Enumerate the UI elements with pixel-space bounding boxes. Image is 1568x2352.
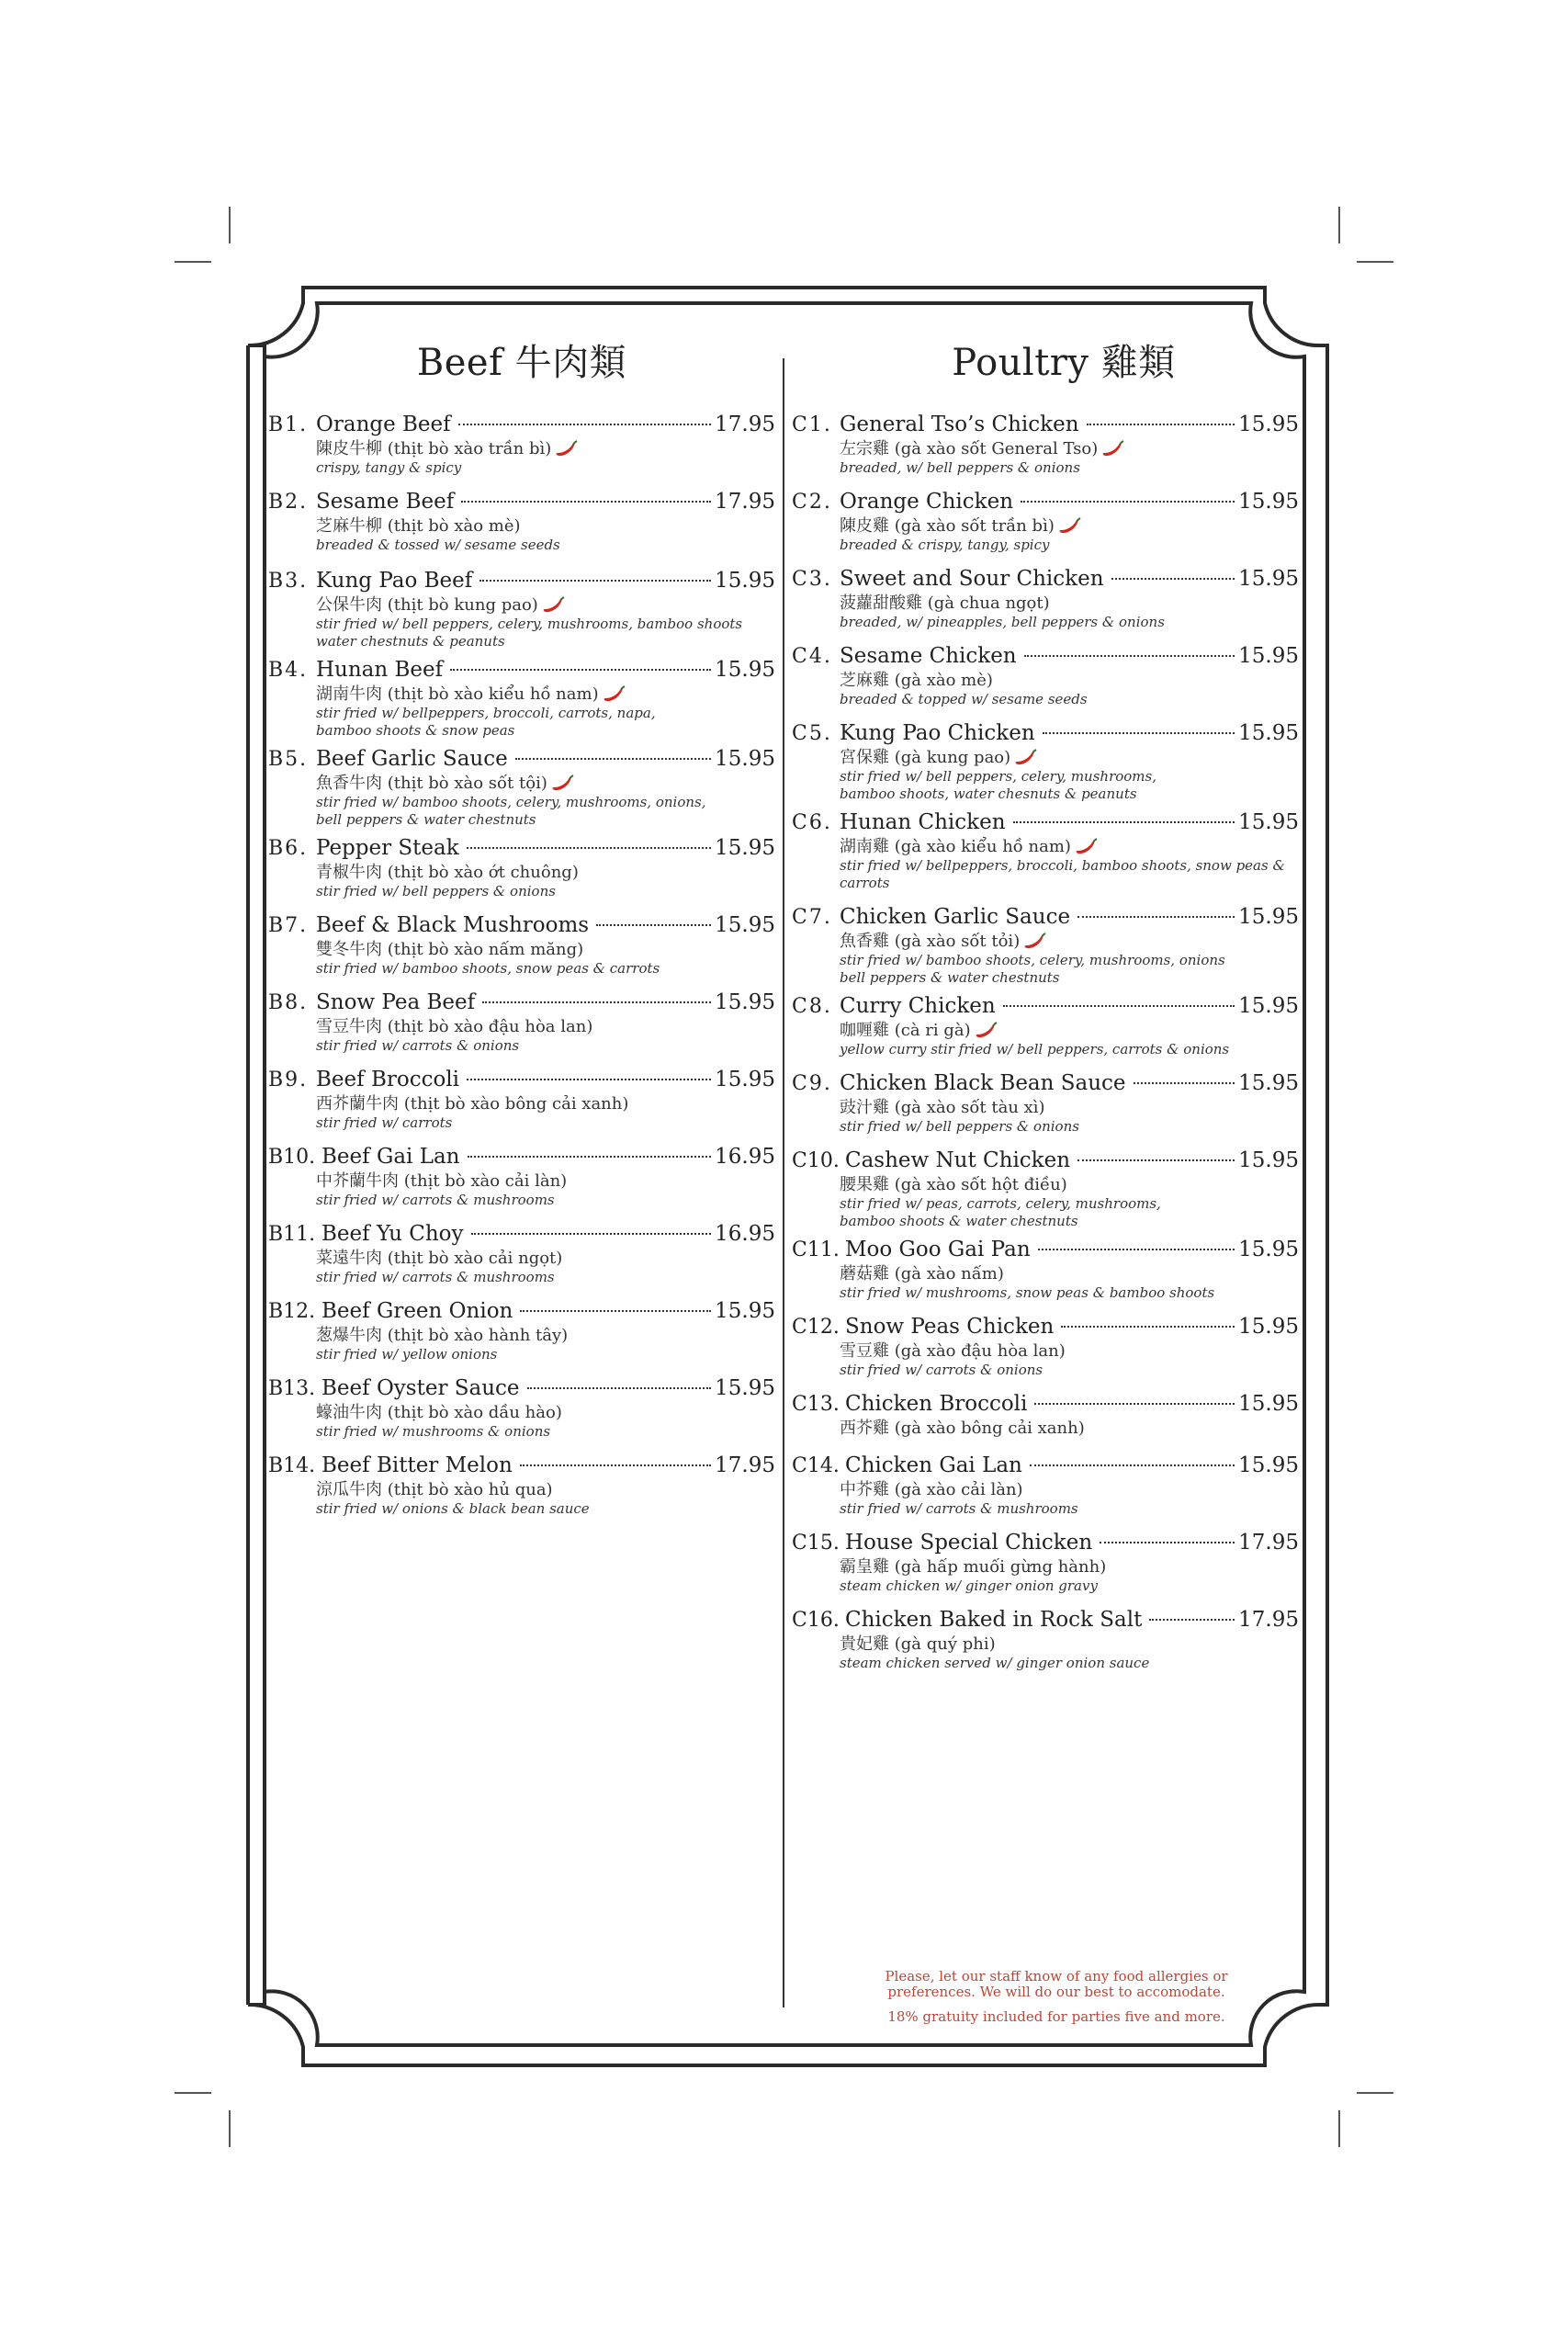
- item-name: Snow Peas Chicken: [845, 1315, 1055, 1339]
- item-translation-text: 菜遠牛肉 (thịt bò xào cải ngọt): [316, 1249, 563, 1268]
- chili-pepper-icon: [1058, 517, 1082, 536]
- item-translation-text: 蘑菇雞 (gà xào nấm): [840, 1264, 1004, 1283]
- menu-item-heading: [792, 1606, 1299, 1634]
- item-translation-text: 雙冬牛肉 (thịt bò xào nấm măng): [316, 940, 584, 959]
- column-divider: [783, 358, 784, 2007]
- item-price: 15.95: [715, 747, 775, 771]
- menu-item-heading: [792, 565, 1299, 594]
- item-translation: [840, 1419, 1299, 1439]
- item-translation-text: 西芥蘭牛肉 (thịt bò xào bông cải xanh): [316, 1094, 629, 1114]
- item-translation: [316, 1094, 775, 1114]
- item-code: B14.: [268, 1454, 316, 1477]
- dot-leader: [1061, 1326, 1235, 1328]
- menu-item: [268, 834, 775, 900]
- menu-item-heading: [792, 1313, 1299, 1341]
- menu-item: [792, 808, 1299, 892]
- item-translation: [840, 1175, 1299, 1195]
- menu-item-heading: [792, 488, 1299, 516]
- item-price: 16.95: [715, 1145, 775, 1169]
- item-description: steam chicken served w/ ginger onion sauce: [840, 1655, 1150, 1671]
- item-description: breaded & topped w/ sesame seeds: [840, 691, 1088, 707]
- menu-item: [268, 411, 775, 477]
- menu-item-heading: [268, 1374, 775, 1403]
- item-code: C5.: [792, 722, 832, 745]
- item-description: stir fried w/ bamboo shoots, celery, mushrooms, onions: [840, 952, 1225, 968]
- item-translation-text: 霸皇雞 (gà hấp muối gừng hành): [840, 1557, 1107, 1577]
- item-translation-text: 咖喱雞 (cà ri gà): [840, 1021, 971, 1040]
- item-price: 16.95: [715, 1222, 775, 1246]
- beef-item-list: [268, 411, 775, 1518]
- item-price: 15.95: [1238, 810, 1299, 834]
- item-price: 15.95: [715, 836, 775, 860]
- item-description: stir fried w/ carrots: [316, 1114, 453, 1131]
- item-translation: [840, 1557, 1299, 1577]
- item-translation: [316, 516, 775, 537]
- dot-leader: [1100, 1542, 1235, 1544]
- item-translation: [840, 1264, 1299, 1284]
- item-name: Chicken Black Bean Sauce: [840, 1071, 1126, 1095]
- item-translation: [840, 837, 1299, 857]
- item-name: Sesame Chicken: [840, 644, 1017, 668]
- item-price: 15.95: [1238, 1071, 1299, 1095]
- item-description: stir fried w/ carrots & mushrooms: [316, 1192, 555, 1208]
- item-name: Kung Pao Beef: [316, 569, 473, 593]
- item-description: bell peppers & water chestnuts: [316, 811, 536, 828]
- item-name: Beef Green Onion: [321, 1299, 513, 1323]
- item-name: Pepper Steak: [316, 836, 459, 860]
- dot-leader: [1034, 1403, 1235, 1405]
- dot-leader: [1134, 1082, 1235, 1084]
- item-code: C6.: [792, 811, 832, 834]
- dot-leader: [1024, 655, 1235, 657]
- item-translation: [316, 774, 775, 794]
- item-price: 17.95: [715, 490, 775, 514]
- item-translation: [316, 1326, 775, 1346]
- item-price: 15.95: [1238, 413, 1299, 436]
- item-description: bamboo shoots & snow peas: [316, 722, 515, 739]
- item-translation: [316, 595, 775, 616]
- item-translation-text: 中芥蘭牛肉 (thịt bò xào cải làn): [316, 1171, 568, 1191]
- menu-item: [792, 1529, 1299, 1595]
- item-translation-text: 芝麻雞 (gà xào mè): [840, 671, 993, 690]
- menu-item: [268, 656, 775, 740]
- item-translation-text: 陳皮牛柳 (thịt bò xào trần bì): [316, 439, 552, 458]
- item-name: Curry Chicken: [840, 994, 996, 1018]
- item-description: stir fried w/ carrots & onions: [840, 1362, 1043, 1378]
- item-code: B5.: [268, 748, 309, 771]
- item-translation: [840, 1341, 1299, 1362]
- item-code: C8.: [792, 995, 832, 1018]
- item-price: 15.95: [715, 1068, 775, 1091]
- menu-item-heading: [792, 1236, 1299, 1264]
- item-name: Beef Yu Choy: [321, 1222, 464, 1246]
- item-translation-text: 腰果雞 (gà xào sốt hột điều): [840, 1175, 1067, 1194]
- chili-pepper-icon: [1014, 749, 1038, 767]
- item-code: C16.: [792, 1609, 840, 1632]
- chili-pepper-icon: [1023, 933, 1047, 951]
- menu-item-heading: [792, 903, 1299, 932]
- item-code: B4.: [268, 659, 309, 682]
- menu-item: [792, 642, 1299, 708]
- item-translation: [316, 940, 775, 960]
- item-code: B6.: [268, 837, 309, 860]
- item-translation: [840, 1021, 1299, 1041]
- menu-item: [268, 1220, 775, 1286]
- item-description: stir fried w/ bell peppers, celery, mushrooms,: [840, 768, 1156, 785]
- dot-leader: [1030, 1464, 1235, 1466]
- item-translation-text: 葱爆牛肉 (thịt bò xào hành tây): [316, 1326, 569, 1345]
- item-code: C3.: [792, 568, 832, 591]
- item-translation-text: 貴妃雞 (gà quý phi): [840, 1634, 996, 1654]
- item-price: 15.95: [1238, 644, 1299, 668]
- item-price: 15.95: [715, 990, 775, 1014]
- item-description: breaded & tossed w/ sesame seeds: [316, 537, 560, 553]
- item-translation: [840, 439, 1299, 459]
- item-translation-text: 公保牛肉 (thịt bò kung pao): [316, 595, 538, 615]
- dot-leader: [515, 758, 711, 760]
- item-description: stir fried w/ carrots & mushrooms: [316, 1269, 555, 1285]
- item-code: B13.: [268, 1377, 316, 1400]
- dot-leader: [1003, 1005, 1235, 1007]
- item-translation: [840, 671, 1299, 691]
- menu-item-heading: [792, 1147, 1299, 1175]
- item-description: stir fried w/ mushrooms & onions: [316, 1423, 551, 1440]
- item-price: 17.95: [1238, 1608, 1299, 1632]
- item-translation: [316, 684, 775, 705]
- item-code: B12.: [268, 1300, 316, 1323]
- item-translation-text: 雪豆牛肉 (thịt bò xào đậu hòa lan): [316, 1017, 593, 1036]
- menu-item-heading: [268, 1143, 775, 1171]
- item-name: Beef Oyster Sauce: [321, 1376, 520, 1400]
- menu-item: [792, 488, 1299, 554]
- item-description: breaded & crispy, tangy, spicy: [840, 537, 1050, 553]
- chili-pepper-icon: [1075, 838, 1099, 856]
- item-description: bamboo shoots, water chesnuts & peanuts: [840, 786, 1137, 802]
- item-code: C15.: [792, 1532, 840, 1555]
- item-code: C12.: [792, 1316, 840, 1339]
- item-translation-text: 芝麻牛柳 (thịt bò xào mè): [316, 516, 521, 536]
- item-name: Chicken Gai Lan: [845, 1453, 1022, 1477]
- item-name: Sesame Beef: [316, 490, 455, 514]
- item-translation-text: 青椒牛肉 (thịt bò xào ớt chuông): [316, 863, 579, 882]
- menu-item-heading: [268, 745, 775, 774]
- item-name: Chicken Baked in Rock Salt: [845, 1608, 1143, 1632]
- item-translation-text: 涼瓜牛肉 (thịt bò xào hủ qua): [316, 1480, 553, 1499]
- item-translation-text: 宮保雞 (gà kung pao): [840, 748, 1011, 767]
- item-code: C11.: [792, 1238, 840, 1261]
- menu-item-heading: [268, 1066, 775, 1094]
- dot-leader: [471, 1233, 712, 1235]
- item-translation-text: 湖南雞 (gà xào kiểu hồ nam): [840, 837, 1071, 856]
- menu-item-heading: [792, 1390, 1299, 1419]
- item-code: B11.: [268, 1223, 316, 1246]
- gratuity-note: 18% gratuity included for parties five and more.: [887, 2008, 1225, 2025]
- dot-leader: [520, 1464, 711, 1466]
- item-description: stir fried w/ mushrooms, snow peas & bamboo shoots: [840, 1284, 1215, 1301]
- item-name: General Tso’s Chicken: [840, 413, 1079, 436]
- menu-item-heading: [792, 411, 1299, 439]
- menu-item-heading: [792, 992, 1299, 1021]
- item-translation: [840, 748, 1299, 768]
- item-code: C10.: [792, 1149, 840, 1172]
- item-price: 15.95: [1238, 1238, 1299, 1261]
- dot-leader: [1043, 732, 1235, 734]
- dot-leader: [527, 1387, 712, 1389]
- menu-item: [792, 1069, 1299, 1136]
- menu-item: [792, 903, 1299, 987]
- item-code: B2.: [268, 491, 309, 514]
- item-description: stir fried w/ bellpeppers, broccoli, carrots, napa,: [316, 705, 656, 721]
- dot-leader: [1077, 916, 1235, 918]
- menu-item: [792, 1313, 1299, 1379]
- chili-pepper-icon: [555, 440, 579, 458]
- menu-item-heading: [268, 411, 775, 439]
- item-price: 15.95: [1238, 490, 1299, 514]
- item-description: stir fried w/ bell peppers, celery, mushrooms, bamboo shoots: [316, 616, 743, 632]
- item-name: Cashew Nut Chicken: [845, 1148, 1071, 1172]
- item-code: B7.: [268, 914, 309, 937]
- item-description: bamboo shoots & water chestnuts: [840, 1213, 1078, 1229]
- menu-item: [792, 1236, 1299, 1302]
- item-description: stir fried w/ yellow onions: [316, 1346, 498, 1363]
- item-name: Beef Bitter Melon: [321, 1453, 513, 1477]
- item-translation: [316, 439, 775, 459]
- item-price: 15.95: [1238, 721, 1299, 745]
- item-code: C9.: [792, 1072, 832, 1095]
- item-code: B8.: [268, 991, 309, 1014]
- item-code: C14.: [792, 1454, 840, 1477]
- item-code: C1.: [792, 413, 832, 436]
- menu-item-heading: [268, 1220, 775, 1249]
- item-name: Sweet and Sour Chicken: [840, 567, 1104, 591]
- menu-item-heading: [792, 642, 1299, 671]
- item-translation: [840, 932, 1299, 952]
- item-description: stir fried w/ bell peppers & onions: [316, 883, 556, 899]
- menu-item: [268, 1066, 775, 1132]
- menu-item-heading: [268, 488, 775, 516]
- menu-item: [268, 745, 775, 829]
- menu-item-heading: [268, 567, 775, 595]
- item-description: water chestnuts & peanuts: [316, 633, 505, 650]
- item-translation: [840, 516, 1299, 537]
- poultry-section-title: Poultry 雞類: [952, 342, 1176, 384]
- menu-item: [268, 911, 775, 978]
- menu-item-heading: [268, 834, 775, 863]
- dot-leader: [467, 1079, 711, 1080]
- menu-item: [792, 1147, 1299, 1230]
- menu-item: [792, 1390, 1299, 1439]
- menu-item: [792, 1606, 1299, 1672]
- allergy-notes: [854, 1969, 1258, 2025]
- item-translation-text: 左宗雞 (gà xào sốt General Tso): [840, 439, 1099, 458]
- menu-item: [792, 565, 1299, 631]
- menu-item-heading: [792, 1069, 1299, 1098]
- item-translation: [840, 1480, 1299, 1500]
- beef-section-title: Beef 牛肉類: [416, 342, 627, 384]
- item-translation: [316, 1171, 775, 1192]
- allergy-note-line-1: Please, let our staff know of any food allergies or: [885, 1968, 1228, 1984]
- item-translation: [316, 863, 775, 883]
- item-translation-text: 雪豆雞 (gà xào đậu hòa lan): [840, 1341, 1066, 1361]
- item-description: breaded, w/ pineapples, bell peppers & onions: [840, 614, 1165, 630]
- poultry-item-list: [792, 411, 1299, 1672]
- item-code: C13.: [792, 1393, 840, 1416]
- item-name: Chicken Garlic Sauce: [840, 905, 1071, 929]
- item-description: stir fried w/ onions & black bean sauce: [316, 1500, 590, 1517]
- item-price: 15.95: [1238, 1453, 1299, 1477]
- dot-leader: [1149, 1619, 1235, 1621]
- item-description: stir fried w/ bamboo shoots, celery, mushrooms, onions,: [316, 794, 706, 810]
- dot-leader: [596, 924, 711, 926]
- item-name: Kung Pao Chicken: [840, 721, 1035, 745]
- item-description: crispy, tangy & spicy: [316, 459, 462, 476]
- dot-leader: [1111, 578, 1235, 580]
- item-description: stir fried w/ bellpeppers, broccoli, bamboo shoots, snow peas & carrots: [840, 857, 1285, 891]
- dot-leader: [479, 580, 711, 582]
- item-translation-text: 魚香雞 (gà xào sốt tỏi): [840, 932, 1021, 951]
- item-translation: [316, 1480, 775, 1500]
- item-price: 15.95: [1238, 1148, 1299, 1172]
- menu-item: [268, 1143, 775, 1209]
- item-description: yellow curry stir fried w/ bell peppers, carrots & onions: [840, 1041, 1230, 1057]
- item-name: Orange Beef: [316, 413, 451, 436]
- item-translation-text: 陳皮雞 (gà xào sốt trần bì): [840, 516, 1055, 536]
- item-name: Moo Goo Gai Pan: [845, 1238, 1031, 1261]
- dot-leader: [468, 1156, 712, 1158]
- item-name: Snow Pea Beef: [316, 990, 476, 1014]
- item-name: Hunan Chicken: [840, 810, 1006, 834]
- dot-leader: [467, 847, 711, 849]
- menu-item: [792, 411, 1299, 477]
- item-description: steam chicken w/ ginger onion gravy: [840, 1577, 1098, 1594]
- item-name: Beef & Black Mushrooms: [316, 913, 590, 937]
- menu-item: [792, 992, 1299, 1058]
- item-translation: [840, 1098, 1299, 1118]
- item-description: bell peppers & water chestnuts: [840, 969, 1060, 986]
- menu-item-heading: [792, 808, 1299, 837]
- menu-item-heading: [268, 656, 775, 684]
- dot-leader: [461, 501, 711, 503]
- item-name: Hunan Beef: [316, 658, 444, 682]
- menu-item: [268, 488, 775, 554]
- item-code: B10.: [268, 1146, 316, 1169]
- item-name: Beef Broccoli: [316, 1068, 460, 1091]
- dot-leader: [1038, 1249, 1235, 1250]
- item-translation: [840, 594, 1299, 614]
- item-price: 17.95: [1238, 1531, 1299, 1555]
- item-translation: [316, 1249, 775, 1269]
- dot-leader: [458, 424, 711, 425]
- item-price: 15.95: [1238, 567, 1299, 591]
- dot-leader: [1087, 424, 1235, 425]
- chili-pepper-icon: [1101, 440, 1125, 458]
- allergy-note-line-2: preferences. We will do our best to accomodate.: [887, 1984, 1225, 2000]
- item-name: Orange Chicken: [840, 490, 1014, 514]
- item-name: Beef Garlic Sauce: [316, 747, 508, 771]
- item-price: 15.95: [1238, 994, 1299, 1018]
- dot-leader: [520, 1310, 711, 1312]
- poultry-column: [792, 335, 1299, 1683]
- item-code: B1.: [268, 413, 309, 436]
- chili-pepper-icon: [975, 1022, 998, 1040]
- item-code: B3.: [268, 570, 309, 593]
- menu-item: [792, 719, 1299, 803]
- dot-leader: [1013, 821, 1235, 823]
- item-description: breaded, w/ bell peppers & onions: [840, 459, 1080, 476]
- item-translation-text: 西芥雞 (gà xào bông cải xanh): [840, 1419, 1085, 1438]
- chili-pepper-icon: [542, 596, 566, 615]
- menu-item-heading: [268, 1452, 775, 1480]
- chili-pepper-icon: [603, 685, 626, 704]
- item-translation-text: 魚香牛肉 (thịt bò xào sốt tội): [316, 774, 547, 793]
- menu-item-heading: [792, 719, 1299, 748]
- menu-item: [792, 1452, 1299, 1518]
- item-code: C7.: [792, 906, 832, 929]
- menu-item-heading: [792, 1452, 1299, 1480]
- dot-leader: [1021, 501, 1235, 503]
- item-translation: [316, 1017, 775, 1037]
- menu-item: [268, 989, 775, 1055]
- item-translation-text: 蠔油牛肉 (thịt bò xào dầu hào): [316, 1403, 562, 1422]
- menu-item: [268, 567, 775, 650]
- item-translation: [840, 1634, 1299, 1655]
- item-description: stir fried w/ carrots & onions: [316, 1037, 520, 1054]
- item-price: 15.95: [1238, 1315, 1299, 1339]
- item-translation-text: 中芥雞 (gà xào cải làn): [840, 1480, 1023, 1499]
- item-description: stir fried w/ bamboo shoots, snow peas & carrots: [316, 960, 660, 977]
- item-code: C2.: [792, 491, 832, 514]
- item-name: House Special Chicken: [845, 1531, 1093, 1555]
- item-name: Chicken Broccoli: [845, 1392, 1028, 1416]
- menu-item-heading: [268, 1297, 775, 1326]
- menu-item-heading: [268, 989, 775, 1017]
- dot-leader: [482, 1001, 711, 1003]
- chili-pepper-icon: [551, 775, 575, 793]
- menu-item: [268, 1297, 775, 1363]
- item-description: stir fried w/ carrots & mushrooms: [840, 1500, 1078, 1517]
- item-translation-text: 菠蘿甜酸雞 (gà chua ngọt): [840, 594, 1050, 613]
- item-price: 15.95: [715, 569, 775, 593]
- item-price: 15.95: [715, 658, 775, 682]
- menu-item-heading: [268, 911, 775, 940]
- item-name: Beef Gai Lan: [321, 1145, 460, 1169]
- item-price: 17.95: [715, 413, 775, 436]
- item-price: 15.95: [1238, 1392, 1299, 1416]
- item-translation: [316, 1403, 775, 1423]
- item-translation-text: 豉汁雞 (gà xào sốt tàu xì): [840, 1098, 1045, 1117]
- item-description: stir fried w/ bell peppers & onions: [840, 1118, 1079, 1135]
- item-price: 15.95: [715, 1376, 775, 1400]
- item-price: 15.95: [1238, 905, 1299, 929]
- item-price: 15.95: [715, 1299, 775, 1323]
- item-price: 15.95: [715, 913, 775, 937]
- item-code: B9.: [268, 1069, 309, 1091]
- menu-item: [268, 1374, 775, 1441]
- item-description: stir fried w/ peas, carrots, celery, mushrooms,: [840, 1195, 1161, 1212]
- item-price: 17.95: [715, 1453, 775, 1477]
- beef-column: [268, 335, 775, 1529]
- dot-leader: [450, 669, 711, 671]
- menu-item-heading: [792, 1529, 1299, 1557]
- menu-item: [268, 1452, 775, 1518]
- dot-leader: [1077, 1159, 1235, 1161]
- item-translation-text: 湖南牛肉 (thịt bò xào kiểu hồ nam): [316, 684, 599, 704]
- item-code: C4.: [792, 645, 832, 668]
